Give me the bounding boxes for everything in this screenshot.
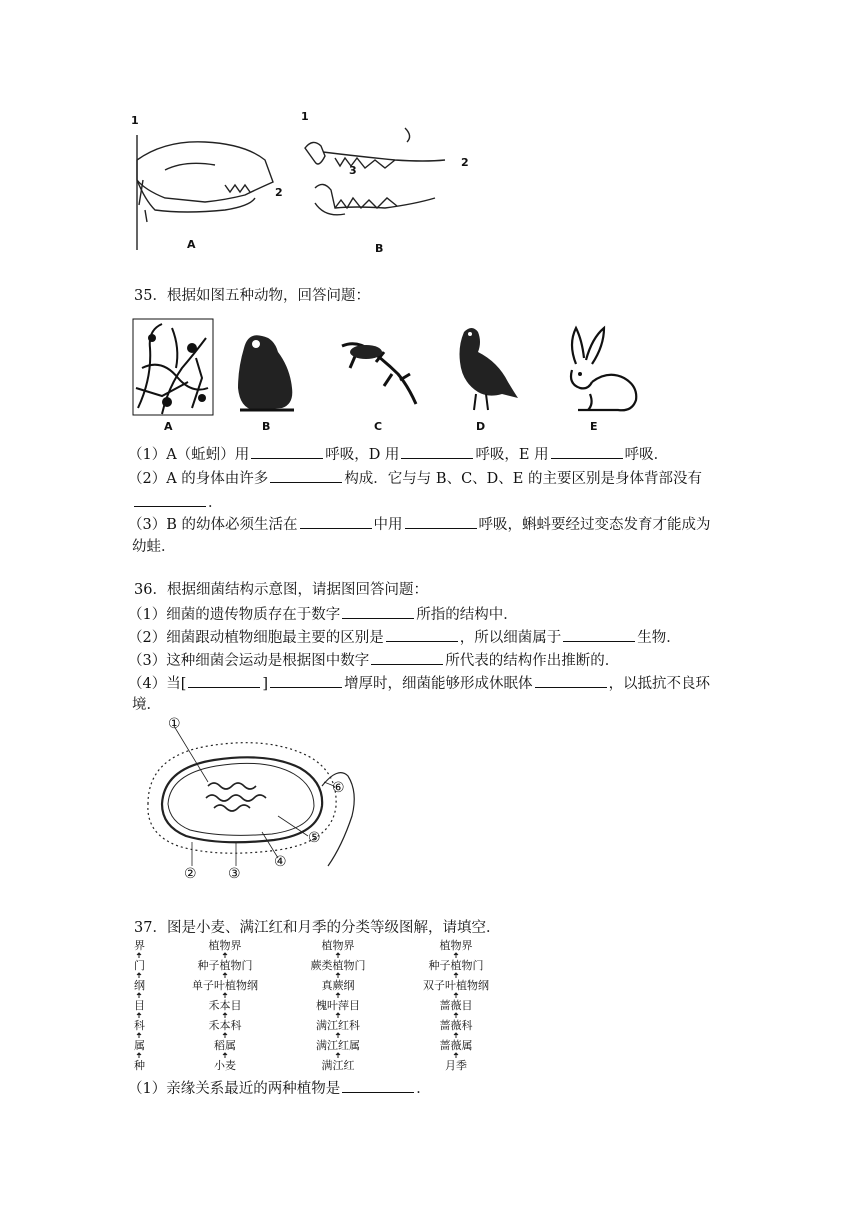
rose-family: 蔷薇科 [439, 1019, 473, 1032]
q36-l4b: ] [262, 676, 269, 692]
q35-l3a: （3）B 的幼体必须生活在 [128, 517, 298, 533]
skull-b-label-1: 1 [301, 110, 309, 123]
skull-b-caption: B [375, 242, 384, 255]
q36-l3a: （3）这种细菌会运动是根据图中数字 [128, 653, 370, 669]
answer-blank[interactable] [401, 443, 473, 459]
q36-l1a: （1）细菌的遗传物质存在于数字 [128, 607, 341, 623]
q36-l4d: ，以抵抗不良环 [608, 676, 711, 692]
skull-b-label-3: 3 [349, 164, 357, 177]
azolla-order: 槐叶萍目 [316, 999, 360, 1012]
bacterium-diagram [128, 716, 378, 888]
skull-a-label-2: 2 [275, 186, 283, 199]
q36-l2c: 生物． [637, 630, 681, 646]
answer-blank[interactable] [551, 443, 623, 459]
wheat-class: 单子叶植物纲 [192, 979, 258, 992]
azolla-genus: 满江红属 [316, 1039, 360, 1052]
col1-arrows [223, 953, 227, 1058]
wheat-family: 禾本科 [208, 1019, 242, 1032]
animal-label-d: D [476, 420, 486, 433]
q36-l3b: 所代表的结构作出推断的． [445, 653, 620, 669]
answer-blank[interactable] [134, 491, 206, 507]
answer-blank[interactable] [300, 513, 372, 529]
q35-line-1 [128, 443, 668, 465]
lizard-drawing [336, 334, 422, 414]
rank-class: 纲 [134, 979, 145, 992]
wheat-genus: 稻属 [214, 1039, 236, 1052]
q36-line-4 [128, 672, 710, 694]
answer-blank[interactable] [563, 626, 635, 642]
rank-family: 科 [134, 1019, 145, 1032]
answer-blank[interactable] [371, 649, 443, 665]
wheat-order: 禾本目 [208, 999, 242, 1012]
bacterium-label-1: ① [168, 716, 181, 732]
skull-b-label-2: 2 [461, 156, 469, 169]
skull-b-drawing [295, 108, 485, 260]
skull-figure-b [295, 108, 485, 260]
earthworm-drawing [132, 318, 214, 416]
q35-line-3b: 幼蛙． [132, 539, 176, 555]
animal-label-b: B [262, 420, 271, 433]
rank-arrows [137, 953, 141, 1058]
rose-phylum: 种子植物门 [428, 959, 484, 972]
skull-a-drawing [125, 110, 285, 260]
rank-order: 目 [134, 999, 145, 1012]
animal-label-c: C [374, 420, 383, 433]
azolla-class: 真蕨纲 [321, 979, 355, 992]
q35-l1a: （1）A（蚯蚓）用 [128, 447, 250, 463]
q37-title: 37．图是小麦、满江红和月季的分类等级图解，请填空． [134, 920, 501, 936]
q36-line-4b: 境． [132, 697, 161, 713]
rabbit-drawing [558, 324, 644, 416]
q37-l1a: （1）亲缘关系最近的两种植物是 [128, 1081, 341, 1097]
q35-line-2 [128, 467, 702, 489]
rank-phylum: 门 [134, 959, 145, 972]
wheat-kingdom: 植物界 [208, 939, 242, 952]
q36-l4a: （4）当[ [128, 676, 187, 692]
answer-blank[interactable] [386, 626, 458, 642]
q37-l1b: ． [416, 1081, 431, 1097]
q35-l1c: 呼吸，E 用 [475, 447, 549, 463]
azolla-phylum: 蕨类植物门 [310, 959, 366, 972]
rose-kingdom: 植物界 [439, 939, 473, 952]
q36-l1b: 所指的结构中． [416, 607, 518, 623]
q35-title: 35．根据如图五种动物，回答问题： [134, 288, 370, 304]
rose-class: 双子叶植物纲 [423, 979, 489, 992]
q35-l2a: （2）A 的身体由许多 [128, 471, 269, 487]
bacterium-drawing [128, 716, 378, 888]
q36-l4c: 增厚时，细菌能够形成休眠体 [344, 676, 533, 692]
answer-blank[interactable] [535, 672, 607, 688]
q35-l3c: 呼吸，蝌蚪要经过变态发育才能成为 [478, 517, 711, 533]
q35-l2c: ． [208, 495, 223, 511]
azolla-kingdom: 植物界 [321, 939, 355, 952]
q35-line-3 [128, 513, 711, 535]
skull-figure-a [125, 110, 285, 260]
wheat-phylum: 种子植物门 [197, 959, 253, 972]
answer-blank[interactable] [405, 513, 477, 529]
q36-l2a: （2）细菌跟动植物细胞最主要的区别是 [128, 630, 384, 646]
animal-label-e: E [590, 420, 598, 433]
q36-line-2 [128, 626, 681, 648]
q36-title: 36．根据细菌结构示意图，请据图回答问题： [134, 582, 428, 598]
q35-l2b: 构成．它与与 B、C、D、E 的主要区别是身体背部没有 [344, 471, 702, 487]
answer-blank[interactable] [270, 467, 342, 483]
col2-arrows [336, 953, 340, 1058]
bacterium-label-4: ④ [274, 854, 287, 870]
azolla-species: 满江红 [321, 1059, 355, 1072]
bacterium-label-6: ⑥ [332, 780, 345, 796]
taxonomy-arrows [134, 938, 514, 1074]
bacterium-label-5: ⑤ [308, 830, 321, 846]
q35-line-2b [132, 491, 223, 513]
answer-blank[interactable] [270, 672, 342, 688]
frog-drawing [234, 328, 300, 414]
col3-arrows [454, 953, 458, 1058]
rose-genus: 蔷薇属 [439, 1039, 473, 1052]
pigeon-drawing [448, 322, 520, 416]
skull-a-label-1: 1 [131, 114, 139, 127]
q35-l1d: 呼吸． [624, 447, 669, 463]
skull-a-caption: A [187, 238, 196, 251]
wheat-species: 小麦 [214, 1059, 236, 1072]
animal-label-a: A [164, 420, 173, 433]
taxonomy-diagram [134, 938, 514, 1074]
rose-order: 蔷薇目 [439, 999, 473, 1012]
q36-line-3 [128, 649, 619, 671]
answer-blank[interactable] [251, 443, 323, 459]
q35-l3b: 中用 [373, 517, 403, 533]
answer-blank[interactable] [342, 603, 414, 619]
rank-kingdom: 界 [134, 939, 145, 952]
rank-species: 种 [134, 1059, 145, 1072]
q36-line-1 [128, 603, 518, 625]
q35-animal-figure [130, 318, 670, 434]
bacterium-label-3: ③ [228, 866, 241, 882]
azolla-family: 满江红科 [316, 1019, 360, 1032]
answer-blank[interactable] [188, 672, 260, 688]
answer-blank[interactable] [342, 1077, 414, 1093]
rank-genus: 属 [134, 1039, 145, 1052]
q37-line-1 [128, 1077, 431, 1099]
q35-l1b: 呼吸，D 用 [325, 447, 400, 463]
bacterium-label-2: ② [184, 866, 197, 882]
rose-species: 月季 [445, 1059, 467, 1072]
q36-l2b: ，所以细菌属于 [459, 630, 562, 646]
